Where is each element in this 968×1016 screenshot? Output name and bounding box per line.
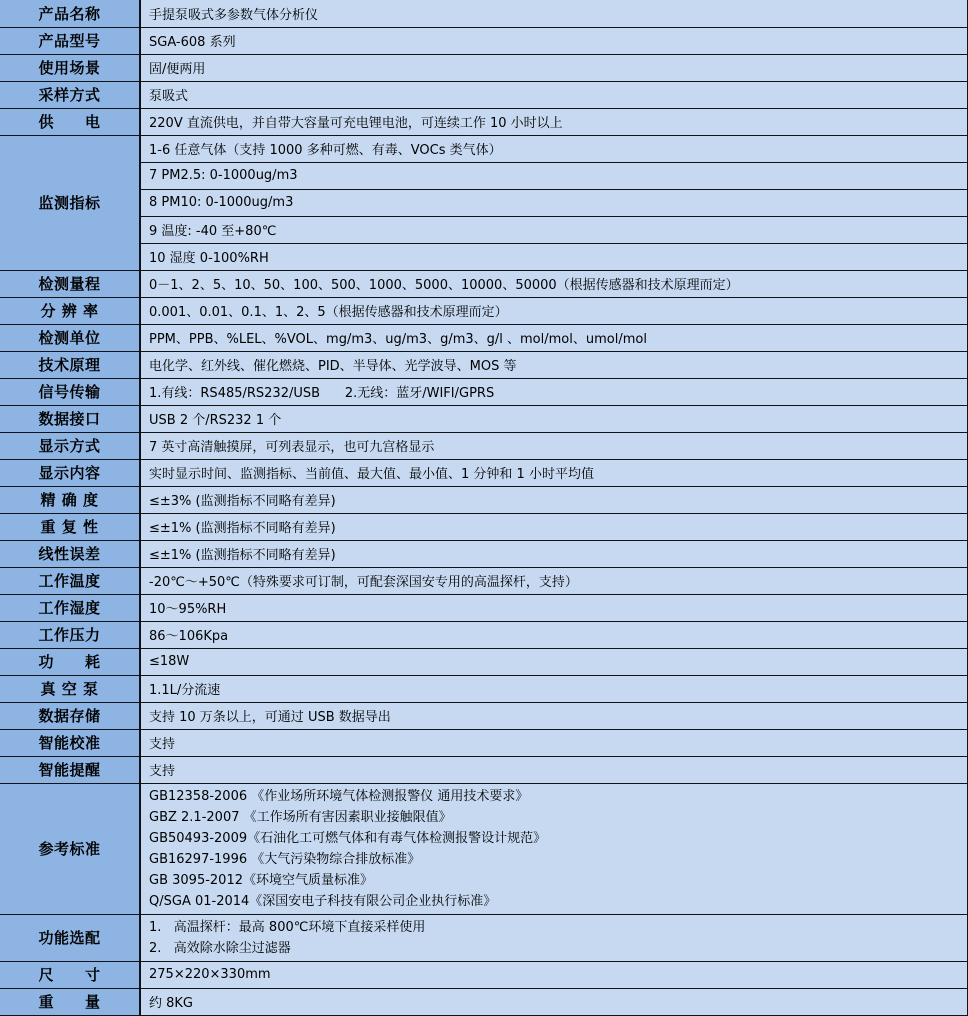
- table-row: [0, 756, 968, 783]
- row-label-product-model: 产品型号: [0, 27, 140, 54]
- table-row: [0, 459, 968, 486]
- row-label-dimensions: 尺 寸: [0, 961, 140, 988]
- row-value-reference-standards: [140, 783, 968, 914]
- row-label-technical-principle: 技术原理: [0, 351, 140, 378]
- row-value-working-humidity: 10～95%RH: [140, 594, 968, 621]
- row-value-power-supply: 220V 直流供电，并自带大容量可充电锂电池，可连续工作 10 小时以上: [140, 108, 968, 135]
- row-value-working-temperature: -20℃～+50℃（特殊要求可订制，可配套深国安专用的高温探杆，支持）: [140, 567, 968, 594]
- row-label-power-supply: 供 电: [0, 108, 140, 135]
- reference-standards-line: GBZ 2.1-2007 《工作场所有害因素职业接触限值》: [149, 809, 452, 825]
- row-value-sampling-method: 泵吸式: [140, 81, 968, 108]
- row-label-weight: 重 量: [0, 988, 140, 1015]
- table-row: [0, 189, 968, 216]
- table-row: [0, 486, 968, 513]
- row-value-monitoring-indicators-5: 10 湿度 0-100%RH: [140, 243, 968, 270]
- table-row: [0, 0, 968, 27]
- table-row: [0, 108, 968, 135]
- row-value-detection-unit: PPM、PPB、%LEL、%VOL、mg/m3、ug/m3、g/m3、g/l 、mol/mol、umol/mol: [140, 324, 968, 351]
- row-value-detection-range: 0－1、2、5、10、50、100、500、1000、5000、10000、50000（根据传感器和技术原理而定）: [140, 270, 968, 297]
- table-row: [0, 216, 968, 243]
- table-row: [0, 54, 968, 81]
- table-row: [0, 378, 968, 405]
- row-value-monitoring-indicators-4: 9 温度: -40 至+80℃: [140, 216, 968, 243]
- optional-functions-line: 1. 高温探杆：最高 800℃环境下直接采样使用: [149, 919, 426, 935]
- table-row: [0, 702, 968, 729]
- row-value-power-consumption: ≤18W: [140, 648, 968, 675]
- table-row: [0, 783, 968, 914]
- row-value-monitoring-indicators-3: 8 PM10: 0-1000ug/m3: [140, 189, 968, 216]
- row-value-dimensions: 275×220×330mm: [140, 961, 968, 988]
- row-label-power-consumption: 功 耗: [0, 648, 140, 675]
- row-label-accuracy: 精 确 度: [0, 486, 140, 513]
- table-row: [0, 81, 968, 108]
- row-label-monitoring-indicators: 监测指标: [0, 135, 140, 270]
- row-value-resolution: 0.001、0.01、0.1、1、2、5（根据传感器和技术原理而定）: [140, 297, 968, 324]
- row-label-linearity-error: 线性误差: [0, 540, 140, 567]
- row-value-weight: 约 8KG: [140, 988, 968, 1015]
- table-row: [0, 961, 968, 988]
- table-row: [0, 324, 968, 351]
- table-row: [0, 162, 968, 189]
- table-row: [0, 729, 968, 756]
- row-label-working-temperature: 工作温度: [0, 567, 140, 594]
- row-label-display-content: 显示内容: [0, 459, 140, 486]
- row-value-technical-principle: 电化学、红外线、催化燃烧、PID、半导体、光学波导、MOS 等: [140, 351, 968, 378]
- row-value-data-interface: USB 2 个/RS232 1 个: [140, 405, 968, 432]
- table-row: [0, 675, 968, 702]
- table-row: [0, 297, 968, 324]
- table-row: [0, 351, 968, 378]
- row-value-usage-scenario: 固/便两用: [140, 54, 968, 81]
- row-label-smart-calibration: 智能校准: [0, 729, 140, 756]
- row-label-sampling-method: 采样方式: [0, 81, 140, 108]
- row-value-optional-functions: [140, 914, 968, 961]
- reference-standards-line: GB12358-2006 《作业场所环境气体检测报警仪 通用技术要求》: [149, 788, 529, 804]
- row-value-monitoring-indicators-2: 7 PM2.5: 0-1000ug/m3: [140, 162, 968, 189]
- row-value-working-pressure: 86～106Kpa: [140, 621, 968, 648]
- row-label-working-pressure: 工作压力: [0, 621, 140, 648]
- table-row: [0, 513, 968, 540]
- row-label-smart-reminder: 智能提醒: [0, 756, 140, 783]
- row-value-linearity-error: ≤±1% (监测指标不同略有差异): [140, 540, 968, 567]
- row-label-working-humidity: 工作湿度: [0, 594, 140, 621]
- row-label-detection-unit: 检测单位: [0, 324, 140, 351]
- optional-functions-line: 2. 高效除水除尘过滤器: [149, 940, 291, 956]
- row-label-vacuum-pump: 真 空 泵: [0, 675, 140, 702]
- row-label-repeatability: 重 复 性: [0, 513, 140, 540]
- table-row: [0, 988, 968, 1015]
- row-value-accuracy: ≤±3% (监测指标不同略有差异): [140, 486, 968, 513]
- row-value-product-model: SGA-608 系列: [140, 27, 968, 54]
- table-row: [0, 540, 968, 567]
- row-label-display-mode: 显示方式: [0, 432, 140, 459]
- table-row: [0, 621, 968, 648]
- table-row: [0, 432, 968, 459]
- row-value-data-storage: 支持 10 万条以上，可通过 USB 数据导出: [140, 702, 968, 729]
- row-label-product-name: 产品名称: [0, 0, 140, 27]
- table-row: [0, 567, 968, 594]
- table-row: [0, 648, 968, 675]
- table-row: [0, 594, 968, 621]
- table-row: [0, 135, 968, 162]
- row-value-display-content: 实时显示时间、监测指标、当前值、最大值、最小值、1 分钟和 1 小时平均值: [140, 459, 968, 486]
- row-label-signal-transmission: 信号传输: [0, 378, 140, 405]
- row-value-smart-reminder: 支持: [140, 756, 968, 783]
- row-label-optional-functions: 功能选配: [0, 914, 140, 961]
- reference-standards-line: GB50493-2009《石油化工可燃气体和有毒气体检测报警设计规范》: [149, 830, 547, 846]
- table-row: [0, 914, 968, 961]
- row-label-resolution: 分 辨 率: [0, 297, 140, 324]
- reference-standards-line: GB 3095-2012《环境空气质量标准》: [149, 872, 373, 888]
- row-value-signal-transmission: 1.有线：RS485/RS232/USB 2.无线：蓝牙/WIFI/GPRS: [140, 378, 968, 405]
- row-label-reference-standards: 参考标准: [0, 783, 140, 914]
- table-row: [0, 27, 968, 54]
- row-value-display-mode: 7 英寸高清触摸屏，可列表显示，也可九宫格显示: [140, 432, 968, 459]
- row-value-repeatability: ≤±1% (监测指标不同略有差异): [140, 513, 968, 540]
- row-value-product-name: 手提泵吸式多参数气体分析仪: [140, 0, 968, 27]
- table-row: [0, 243, 968, 270]
- row-label-data-interface: 数据接口: [0, 405, 140, 432]
- row-value-monitoring-indicators-1: 1-6 任意气体（支持 1000 多种可燃、有毒、VOCs 类气体）: [140, 135, 968, 162]
- row-value-smart-calibration: 支持: [140, 729, 968, 756]
- reference-standards-line: GB16297-1996 《大气污染物综合排放标准》: [149, 851, 421, 867]
- row-label-data-storage: 数据存储: [0, 702, 140, 729]
- reference-standards-line: Q/SGA 01-2014《深国安电子科技有限公司企业执行标准》: [149, 893, 497, 909]
- table-row: [0, 270, 968, 297]
- row-value-vacuum-pump: 1.1L/分流速: [140, 675, 968, 702]
- row-label-detection-range: 检测量程: [0, 270, 140, 297]
- table-row: [0, 405, 968, 432]
- row-label-usage-scenario: 使用场景: [0, 54, 140, 81]
